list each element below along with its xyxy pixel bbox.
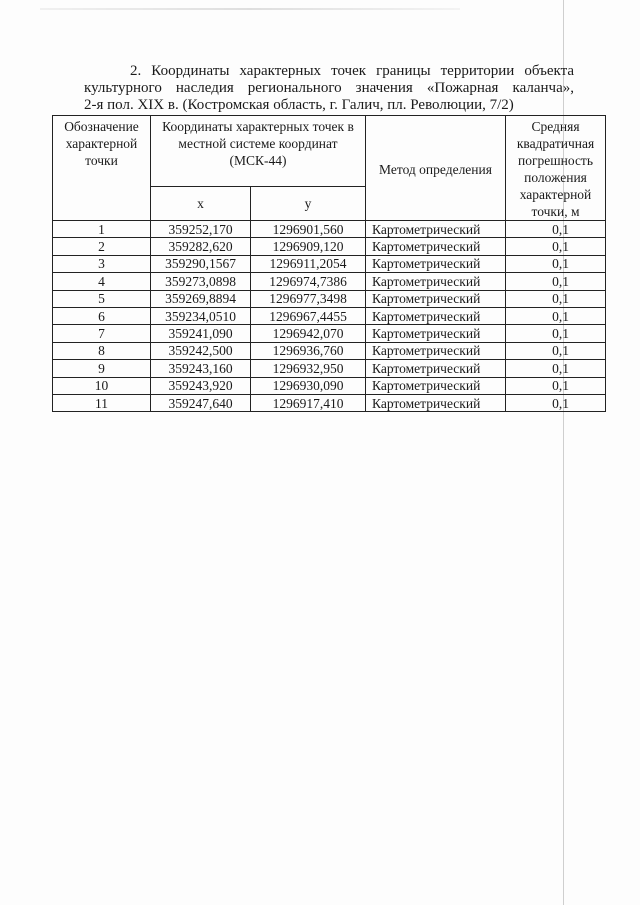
point-number-cell: 6 [53, 307, 151, 324]
method-cell: Картометрический [366, 273, 506, 290]
table-header-row [53, 116, 606, 187]
x-coordinate-cell: 359234,0510 [151, 307, 251, 324]
header-coordinates: Координаты характерных точек в местной системе координат (МСК-44) [151, 116, 366, 187]
method-cell: Картометрический [366, 307, 506, 324]
x-coordinate-cell: 359247,640 [151, 394, 251, 411]
method-cell: Картометрический [366, 221, 506, 238]
x-coordinate-cell: 359290,1567 [151, 255, 251, 272]
point-number-cell: 10 [53, 377, 151, 394]
header-error: Средняя квадратичная погрешность положения характерной точки, м [506, 116, 606, 221]
point-number-cell: 3 [53, 255, 151, 272]
x-coordinate-cell: 359241,090 [151, 325, 251, 342]
error-cell: 0,1 [506, 394, 606, 411]
y-coordinate-cell: 1296911,2054 [251, 255, 366, 272]
scan-artifact-line [40, 8, 460, 10]
method-cell: Картометрический [366, 377, 506, 394]
method-cell: Картометрический [366, 325, 506, 342]
error-cell: 0,1 [506, 307, 606, 324]
method-cell: Картометрический [366, 255, 506, 272]
x-coordinate-cell: 359243,160 [151, 360, 251, 377]
table-row [53, 273, 606, 290]
heading-line-1: 2. Координаты характерных точек границы территории объекта [130, 63, 574, 79]
table-row [53, 394, 606, 411]
y-coordinate-cell: 1296932,950 [251, 360, 366, 377]
error-cell: 0,1 [506, 273, 606, 290]
y-coordinate-cell: 1296974,7386 [251, 273, 366, 290]
table-row [53, 342, 606, 359]
table-row [53, 221, 606, 238]
x-coordinate-cell: 359252,170 [151, 221, 251, 238]
header-method: Метод определения [366, 116, 506, 221]
x-coordinate-cell: 359269,8894 [151, 290, 251, 307]
point-number-cell: 8 [53, 342, 151, 359]
y-coordinate-cell: 1296909,120 [251, 238, 366, 255]
error-cell: 0,1 [506, 238, 606, 255]
method-cell: Картометрический [366, 360, 506, 377]
method-cell: Картометрический [366, 290, 506, 307]
y-coordinate-cell: 1296967,4455 [251, 307, 366, 324]
method-cell: Картометрический [366, 342, 506, 359]
header-y: y [251, 187, 366, 221]
table-row [53, 290, 606, 307]
table-row [53, 377, 606, 394]
header-designation: Обозначение характерной точки [53, 116, 151, 221]
heading-line-2: культурного наследия регионального значения «Пожарная каланча», [84, 80, 574, 96]
error-cell: 0,1 [506, 325, 606, 342]
table-row [53, 307, 606, 324]
y-coordinate-cell: 1296942,070 [251, 325, 366, 342]
coordinates-table [52, 115, 606, 412]
error-cell: 0,1 [506, 342, 606, 359]
method-cell: Картометрический [366, 394, 506, 411]
error-cell: 0,1 [506, 221, 606, 238]
header-x: x [151, 187, 251, 221]
error-cell: 0,1 [506, 360, 606, 377]
point-number-cell: 5 [53, 290, 151, 307]
point-number-cell: 1 [53, 221, 151, 238]
y-coordinate-cell: 1296930,090 [251, 377, 366, 394]
x-coordinate-cell: 359273,0898 [151, 273, 251, 290]
error-cell: 0,1 [506, 255, 606, 272]
table-row [53, 255, 606, 272]
table-row [53, 238, 606, 255]
x-coordinate-cell: 359242,500 [151, 342, 251, 359]
x-coordinate-cell: 359243,920 [151, 377, 251, 394]
error-cell: 0,1 [506, 377, 606, 394]
y-coordinate-cell: 1296936,760 [251, 342, 366, 359]
table-row [53, 360, 606, 377]
section-heading [84, 63, 574, 114]
table-row [53, 325, 606, 342]
y-coordinate-cell: 1296917,410 [251, 394, 366, 411]
point-number-cell: 9 [53, 360, 151, 377]
point-number-cell: 11 [53, 394, 151, 411]
x-coordinate-cell: 359282,620 [151, 238, 251, 255]
error-cell: 0,1 [506, 290, 606, 307]
heading-line-3: 2-я пол. XIX в. (Костромская область, г. Галич, пл. Революции, 7/2) [84, 97, 514, 113]
y-coordinate-cell: 1296977,3498 [251, 290, 366, 307]
point-number-cell: 4 [53, 273, 151, 290]
point-number-cell: 7 [53, 325, 151, 342]
point-number-cell: 2 [53, 238, 151, 255]
method-cell: Картометрический [366, 238, 506, 255]
y-coordinate-cell: 1296901,560 [251, 221, 366, 238]
